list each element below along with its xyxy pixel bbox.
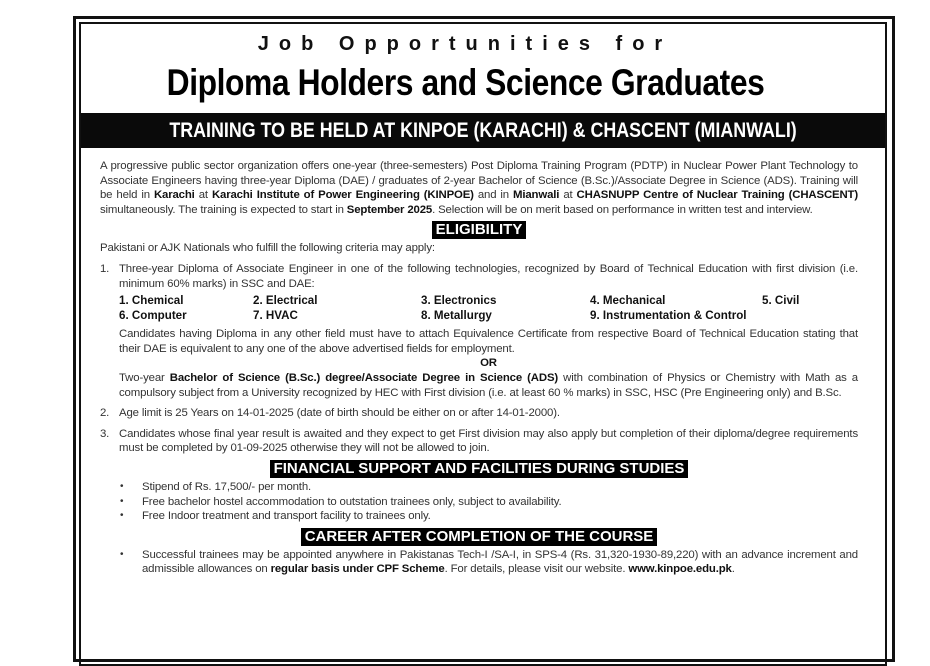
career-bullet: • Successful trainees may be appointed anywhere in Pakistanas Tech-I /SA-I, in SPS-4 (Rs. 31,320-1930-89,220) with an advance increment and admissible allowances on regular basis under CPF Scheme. For details, please visit our website. www.kinpoe.edu.pk.	[120, 548, 858, 576]
technology-item: 7. HVAC	[253, 309, 298, 323]
eligibility-heading: ELIGIBILITY	[432, 221, 527, 239]
technology-item: 5. Civil	[762, 294, 800, 308]
technology-item: 8. Metallurgy	[421, 309, 492, 323]
or-separator: OR	[480, 357, 497, 370]
equivalence-note: Candidates having Diploma in any other field must have to attach Equivalence Certificate from respective Board of Technical Education stating that their DAE is equivalent to any one of the above advertised fields for employment.	[119, 328, 858, 355]
criteria-item-3: 3. Candidates whose final year result is awaited and they expect to get First division may also apply but completion of their diploma/degree requirements must be completed by 01-09-2025 otherwise they will not be allowed to join.	[100, 427, 858, 455]
technology-list	[119, 293, 858, 323]
content	[100, 159, 858, 577]
career-heading: CAREER AFTER COMPLETION OF THE COURSE	[301, 528, 658, 546]
website-link[interactable]: www.kinpoe.edu.pk	[628, 563, 732, 576]
technology-item: 1. Chemical	[119, 294, 184, 308]
banner-text: TRAINING TO BE HELD AT KINPOE (KARACHI) & CHASCENT (MIANWALI)	[169, 119, 797, 142]
bsc-criteria: Two-year Bachelor of Science (B.Sc.) degree/Associate Degree in Science (ADS) with combination of Physics or Chemistry with Math as a compulsory subject from a University recognized by HEC with First division (i.e. at least 60 % marks) in SSC, HSC (Pre Engineering only) and B.Sc.	[119, 371, 858, 399]
criteria-item-2: 2. Age limit is 25 Years on 14-01-2025 (date of birth should be either on or after 14-01-2000).	[100, 407, 560, 420]
technology-item: 9. Instrumentation & Control	[590, 309, 747, 323]
eligibility-lead: Pakistani or AJK Nationals who fulfill the following criteria may apply:	[100, 242, 435, 255]
technology-item: 2. Electrical	[253, 294, 318, 308]
financial-bullet: • Free Indoor treatment and transport facility to trainees only.	[120, 510, 431, 523]
technology-item: 6. Computer	[119, 309, 187, 323]
intro-paragraph: A progressive public sector organization offers one-year (three-semesters) Post Diploma Training Program (PDTP) in Nuclear Power Plant Technology to Associate Engineers having three-year Diploma (DAE) / graduates of 2-year Bachelor of Science (B.Sc.)/Associate Degree in Science (ADS). Training will be held in Karachi at Karachi Institute of Power Engineering (KINPOE) and in Mianwali at CHASNUPP Centre of Nuclear Training (CHASCENT) simultaneously. The training is expected to start in September 2025. Selection will be on merit based on performance in written test and interview.	[100, 160, 858, 216]
technology-item: 4. Mechanical	[590, 294, 666, 308]
financial-heading: FINANCIAL SUPPORT AND FACILITIES DURING STUDIES	[270, 460, 689, 478]
training-banner	[81, 113, 885, 148]
page-title	[0, 62, 930, 104]
financial-bullet: • Stipend of Rs. 17,500/- per month.	[120, 480, 312, 493]
title-text: Diploma Holders and Science Graduates	[166, 62, 764, 103]
kicker: Job Opportunities for	[257, 33, 673, 55]
technology-item: 3. Electronics	[421, 294, 497, 308]
criteria-item-1: 1. Three-year Diploma of Associate Engineer in one of the following technologies, recognized by Board of Technical Education with first division (i.e. minimum 60% marks) in SSC and DAE:	[100, 262, 858, 290]
financial-bullet: • Free bachelor hostel accommodation to outstation trainees only, subject to availability.	[120, 495, 562, 508]
